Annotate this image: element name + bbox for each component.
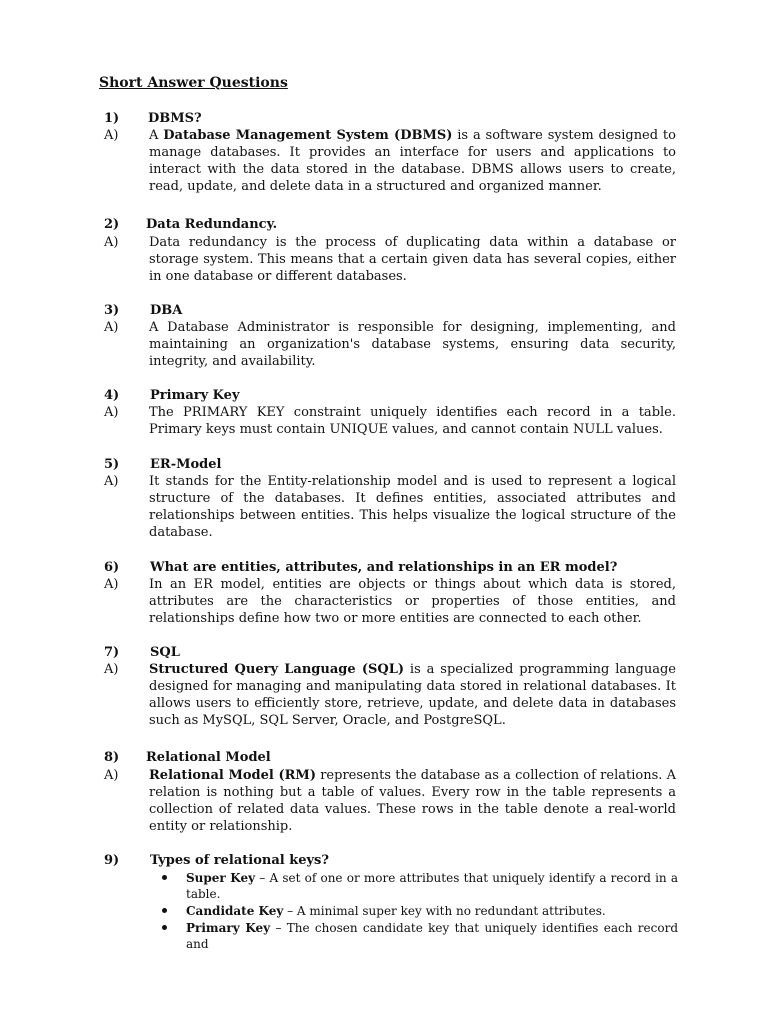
bullet-icon [162, 908, 167, 913]
question-number: 2) [104, 217, 120, 232]
answer-text: The PRIMARY KEY constraint uniquely identifies each record in a table. Primary keys must contain UNIQUE values, and cannot contain NULL values. [149, 405, 676, 437]
question-number: 9) [104, 853, 120, 868]
page-title: Short Answer Questions [99, 75, 288, 91]
question-7 [104, 644, 679, 661]
list-item [160, 903, 678, 919]
question-number: 1) [104, 111, 120, 126]
answer-bold-term: Structured Query Language (SQL) [149, 662, 405, 677]
question-number: 3) [104, 303, 120, 318]
relational-keys-list [160, 870, 678, 953]
key-term: Super Key [186, 871, 256, 885]
answer-label: A) [104, 128, 119, 143]
question-1 [104, 110, 679, 127]
answer-3 [104, 319, 676, 370]
key-term: Primary Key [186, 921, 271, 935]
key-description: – The chosen candidate key that uniquely identifies each record and [186, 921, 679, 951]
question-8 [104, 749, 679, 766]
question-text: What are entities, attributes, and relationships in an ER model? [150, 560, 618, 575]
question-number: 8) [104, 750, 120, 765]
answer-text: A Database Administrator is responsible for designing, implementing, and maintaining an organization's database systems, ensuring data security, integrity, and availability. [149, 320, 676, 369]
list-item [160, 870, 678, 902]
answer-8 [104, 767, 676, 835]
answer-label: A) [104, 474, 119, 489]
answer-label: A) [104, 235, 119, 250]
question-number: 5) [104, 457, 120, 472]
answer-body: is a specialized programming language designed for managing and manipulating data stored in relational databases. It allows users to efficiently store, retrieve, update, and delete data in databases such as MySQL, SQL Server, Oracle, and PostgreSQL. [149, 662, 676, 728]
question-number: 4) [104, 388, 120, 403]
question-9 [104, 852, 679, 869]
answer-label: A) [104, 768, 119, 783]
answer-body: is a software system designed to manage databases. It provides an interface for users and applications to interact with the data stored in the database. DBMS allows users to create, read, update, and delete data in a structured and organized manner. [149, 128, 676, 194]
answer-text: It stands for the Entity-relationship model and is used to represent a logical structure of the databases. It defines entities, associated attributes and relationships between entities. This helps visualize the logical structure of the database. [149, 474, 676, 540]
question-6 [104, 559, 679, 576]
bullet-icon [162, 925, 167, 930]
bullet-icon [162, 875, 167, 880]
answer-2 [104, 234, 676, 285]
question-text: DBMS? [148, 111, 202, 126]
answer-label: A) [104, 405, 119, 420]
key-description: – A set of one or more attributes that uniquely identify a record in a table. [186, 871, 678, 901]
answer-label: A) [104, 320, 119, 335]
answer-text: Data redundancy is the process of duplicating data within a database or storage system. This means that a certain given data has several copies, either in one database or different databases. [149, 235, 676, 284]
answer-5 [104, 473, 676, 541]
question-text: Primary Key [150, 388, 240, 403]
list-item [160, 920, 678, 952]
key-description: – A minimal super key with no redundant attributes. [283, 904, 606, 918]
question-text: DBA [150, 303, 183, 318]
answer-bold-term: Relational Model (RM) [149, 768, 316, 783]
answer-7 [104, 661, 676, 729]
answer-text: In an ER model, entities are objects or things about which data is stored, attributes are the characteristics or properties of those entities, and relationships define how two or more entities are connected to each other. [149, 577, 676, 626]
answer-bold-term: Database Management System (DBMS) [163, 128, 453, 143]
answer-label: A) [104, 577, 119, 592]
answer-text [149, 127, 676, 195]
question-text: SQL [150, 645, 180, 660]
question-number: 7) [104, 645, 120, 660]
question-5 [104, 456, 679, 473]
question-text: Types of relational keys? [150, 853, 329, 868]
answer-4 [104, 404, 676, 438]
question-text: Data Redundancy. [146, 217, 278, 232]
question-2 [104, 216, 679, 233]
answer-text [149, 767, 676, 835]
answer-text [149, 661, 676, 729]
answer-label: A) [104, 662, 119, 677]
key-term: Candidate Key [186, 904, 284, 918]
answer-prefix: A [149, 128, 164, 143]
question-number: 6) [104, 560, 120, 575]
answer-body: represents the database as a collection of relations. A relation is nothing but a table of values. Every row in the table represents a collection of related data values. These rows in the table denote a real-world entity or relationship. [149, 768, 676, 834]
question-3 [104, 302, 679, 319]
question-text: Relational Model [146, 750, 271, 765]
question-4 [104, 387, 679, 404]
question-text: ER-Model [150, 457, 222, 472]
answer-6 [104, 576, 676, 627]
answer-1 [104, 127, 676, 195]
